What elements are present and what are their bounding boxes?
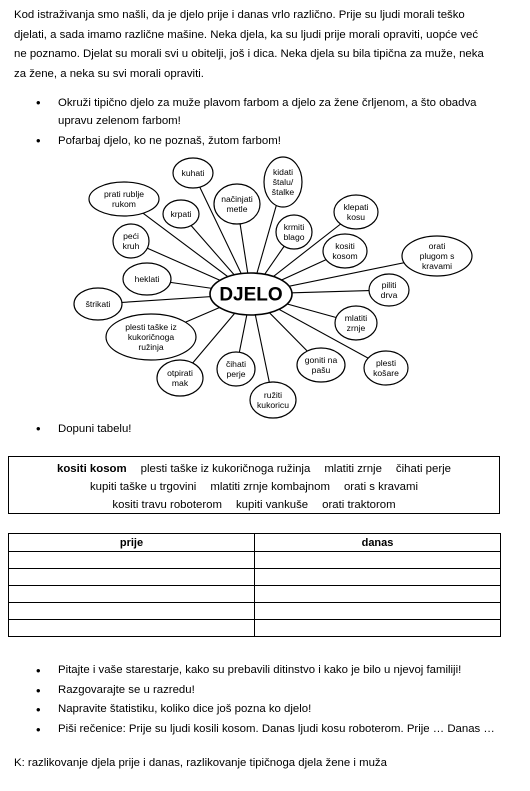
center-node-label: DJELO: [219, 284, 283, 306]
node-heklati: [123, 263, 171, 295]
node-plesti-kosare: [364, 351, 408, 385]
node-plesti-taske-label: kukoričnoga: [127, 332, 175, 342]
cell-prije[interactable]: [9, 586, 255, 603]
word-bank-item: kupiti taške u trgovini: [89, 481, 197, 493]
node-cihati: [217, 352, 255, 386]
node-orati-plugom-label: orati: [428, 241, 446, 251]
node-strikati: [74, 288, 122, 320]
word-bank-item: kupiti vankuše: [235, 499, 309, 511]
node-kuhati-label: kuhati: [181, 168, 205, 178]
node-kuhati: [173, 158, 213, 188]
node-strikati-label: štrikati: [85, 299, 111, 309]
task-item: • Napravite štatistiku, koliko dice još pozna ko djelo!: [30, 700, 510, 720]
node-piliti-label: drva: [380, 290, 398, 300]
node-plesti-taske-label: plesti taške iz: [125, 322, 177, 332]
node-prati-rublje: [89, 182, 159, 216]
word-bank-row: [9, 460, 499, 478]
task-item: • Pitajte i vaše starestarje, kako su prebavili ditinstvo i kako je bilo u njevoj familiji!: [30, 661, 510, 681]
node-plesti-kosare-label: plesti: [375, 358, 397, 368]
node-piliti-label: piliti: [381, 280, 397, 290]
word-bank-item: mlatiti zrnje: [324, 463, 382, 475]
node-heklati-label: heklati: [134, 274, 160, 284]
node-plesti-taske-label: ružinja: [138, 342, 164, 352]
node-orati-plugom: [402, 236, 472, 276]
cell-prije[interactable]: [9, 603, 255, 620]
task-list-top: [30, 94, 500, 150]
node-krmiti-label: krmiti: [283, 222, 305, 232]
word-bank-item: mlatiti zrnje kombajnom: [210, 481, 330, 493]
node-peci-label: peći: [123, 231, 139, 241]
intro-paragraph: [14, 6, 514, 84]
node-klepati: [334, 195, 378, 229]
prije-danas-table: [8, 533, 501, 637]
node-kidati-label: kidati: [272, 167, 294, 177]
node-kidati-label: štalke: [271, 187, 295, 197]
node-krpati-label: krpati: [170, 209, 192, 219]
node-kidati: [264, 157, 302, 207]
intro-line: ne poznamo. Djelat su morali svi u obitelji, još i dica. Neka djela su bila tipična za muže, neka: [14, 48, 484, 60]
center-node: [210, 273, 292, 315]
footer-note: K: razlikovanje djela prije i danas, razlikovanje tipičnoga djela žene i muža: [14, 757, 387, 769]
intro-line: za žene, a neka su svi morali opraviti.: [14, 67, 204, 80]
table-row: [9, 586, 501, 603]
node-goniti-label: pašu: [311, 365, 331, 375]
table-row: [9, 552, 501, 569]
word-bank-item: orati s kravami: [343, 481, 419, 493]
node-nacinjati-label: metle: [226, 204, 248, 214]
cell-danas[interactable]: [255, 569, 501, 586]
node-ruziti-label: kukoricu: [257, 400, 289, 410]
node-peci-label: kruh: [122, 241, 140, 251]
word-bank-row: [9, 496, 499, 514]
word-bank-item: orati traktorom: [322, 499, 396, 511]
table-body: [9, 552, 501, 637]
node-otpirati: [157, 360, 203, 396]
node-ruziti: [250, 382, 296, 418]
header-prije: prije: [9, 534, 255, 552]
node-peci: [113, 224, 149, 258]
task-item: • Razgovarajte se u razredu!: [30, 681, 510, 701]
cell-danas[interactable]: [255, 620, 501, 637]
node-kositi: [323, 234, 367, 268]
header-danas: danas: [255, 534, 501, 552]
word-bank-item: kositi travu roboterom: [112, 499, 222, 511]
cell-prije[interactable]: [9, 552, 255, 569]
node-plesti-kosare-label: košare: [373, 368, 399, 378]
task-item: • Dopuni tabelu!: [30, 420, 500, 438]
node-plesti-taske: [106, 314, 196, 360]
node-orati-plugom-label: kravami: [421, 261, 453, 271]
node-cihati-label: perje: [226, 369, 246, 379]
cell-danas[interactable]: [255, 603, 501, 620]
node-kidati-label: štalu/: [272, 177, 294, 187]
task-list-bottom: [30, 661, 510, 739]
node-goniti: [297, 348, 345, 382]
cell-danas[interactable]: [255, 586, 501, 603]
node-krmiti-label: blago: [283, 232, 305, 242]
word-bank-row: [9, 478, 499, 496]
node-kositi-label: kositi: [335, 241, 355, 251]
node-otpirati-label: otpirati: [167, 368, 193, 378]
node-ruziti-label: ružiti: [263, 390, 283, 400]
task-item: • Piši rečenice: Prije su ljudi kosili kosom. Danas ljudi kosu roboterom. Prije … Danas …: [30, 720, 510, 740]
node-nacinjati: [214, 184, 260, 224]
node-mlatiti-label: zrnje: [346, 323, 366, 333]
node-orati-plugom-label: plugom s: [419, 251, 455, 261]
intro-line: djelati, a sada imamo različne mašine. Neka djela, ka su ljudi prije morali opraviti, uopće već: [14, 28, 479, 41]
table-header-row: [9, 534, 501, 552]
table-row: [9, 603, 501, 620]
cell-danas[interactable]: [255, 552, 501, 569]
node-krmiti: [276, 215, 312, 249]
word-bank-item: plesti taške iz kukoričnoga ružinja: [140, 463, 311, 475]
node-klepati-label: klepati: [343, 202, 369, 212]
node-mlatiti-label: mlatiti: [344, 313, 368, 323]
word-bank: [8, 456, 500, 514]
task-list-middle: [30, 420, 500, 438]
node-krpati: [163, 200, 199, 228]
table-row: [9, 620, 501, 637]
node-cihati-label: čihati: [225, 359, 247, 369]
node-nacinjati-label: načinjati: [221, 194, 253, 204]
node-klepati-label: kosu: [346, 212, 366, 222]
node-mlatiti: [335, 306, 377, 340]
task-item: • Okruži tipično djelo za muže plavom farbom a djelo za žene črljenom, a što obadva upravu zelenom farbom!: [30, 94, 500, 130]
node-otpirati-label: mak: [171, 378, 189, 388]
node-goniti-label: goniti na: [304, 355, 338, 365]
node-prati-rublje-label: rukom: [112, 199, 136, 209]
cell-prije[interactable]: [9, 620, 255, 637]
djelo-mind-map: [0, 150, 530, 425]
word-bank-item: čihati perje: [395, 463, 452, 475]
intro-line: Kod istraživanja smo našli, da je djelo prije i danas vrlo različno. Prije su ljudi morali teško: [14, 9, 465, 21]
cell-prije[interactable]: [9, 569, 255, 586]
node-piliti: [369, 274, 409, 306]
task-item: • Pofarbaj djelo, ko ne poznaš, žutom farbom!: [30, 132, 500, 150]
node-kositi-label: kosom: [332, 251, 358, 261]
table-row: [9, 569, 501, 586]
node-prati-rublje-label: prati rublje: [103, 189, 145, 199]
word-bank-item: kositi kosom: [56, 463, 127, 475]
